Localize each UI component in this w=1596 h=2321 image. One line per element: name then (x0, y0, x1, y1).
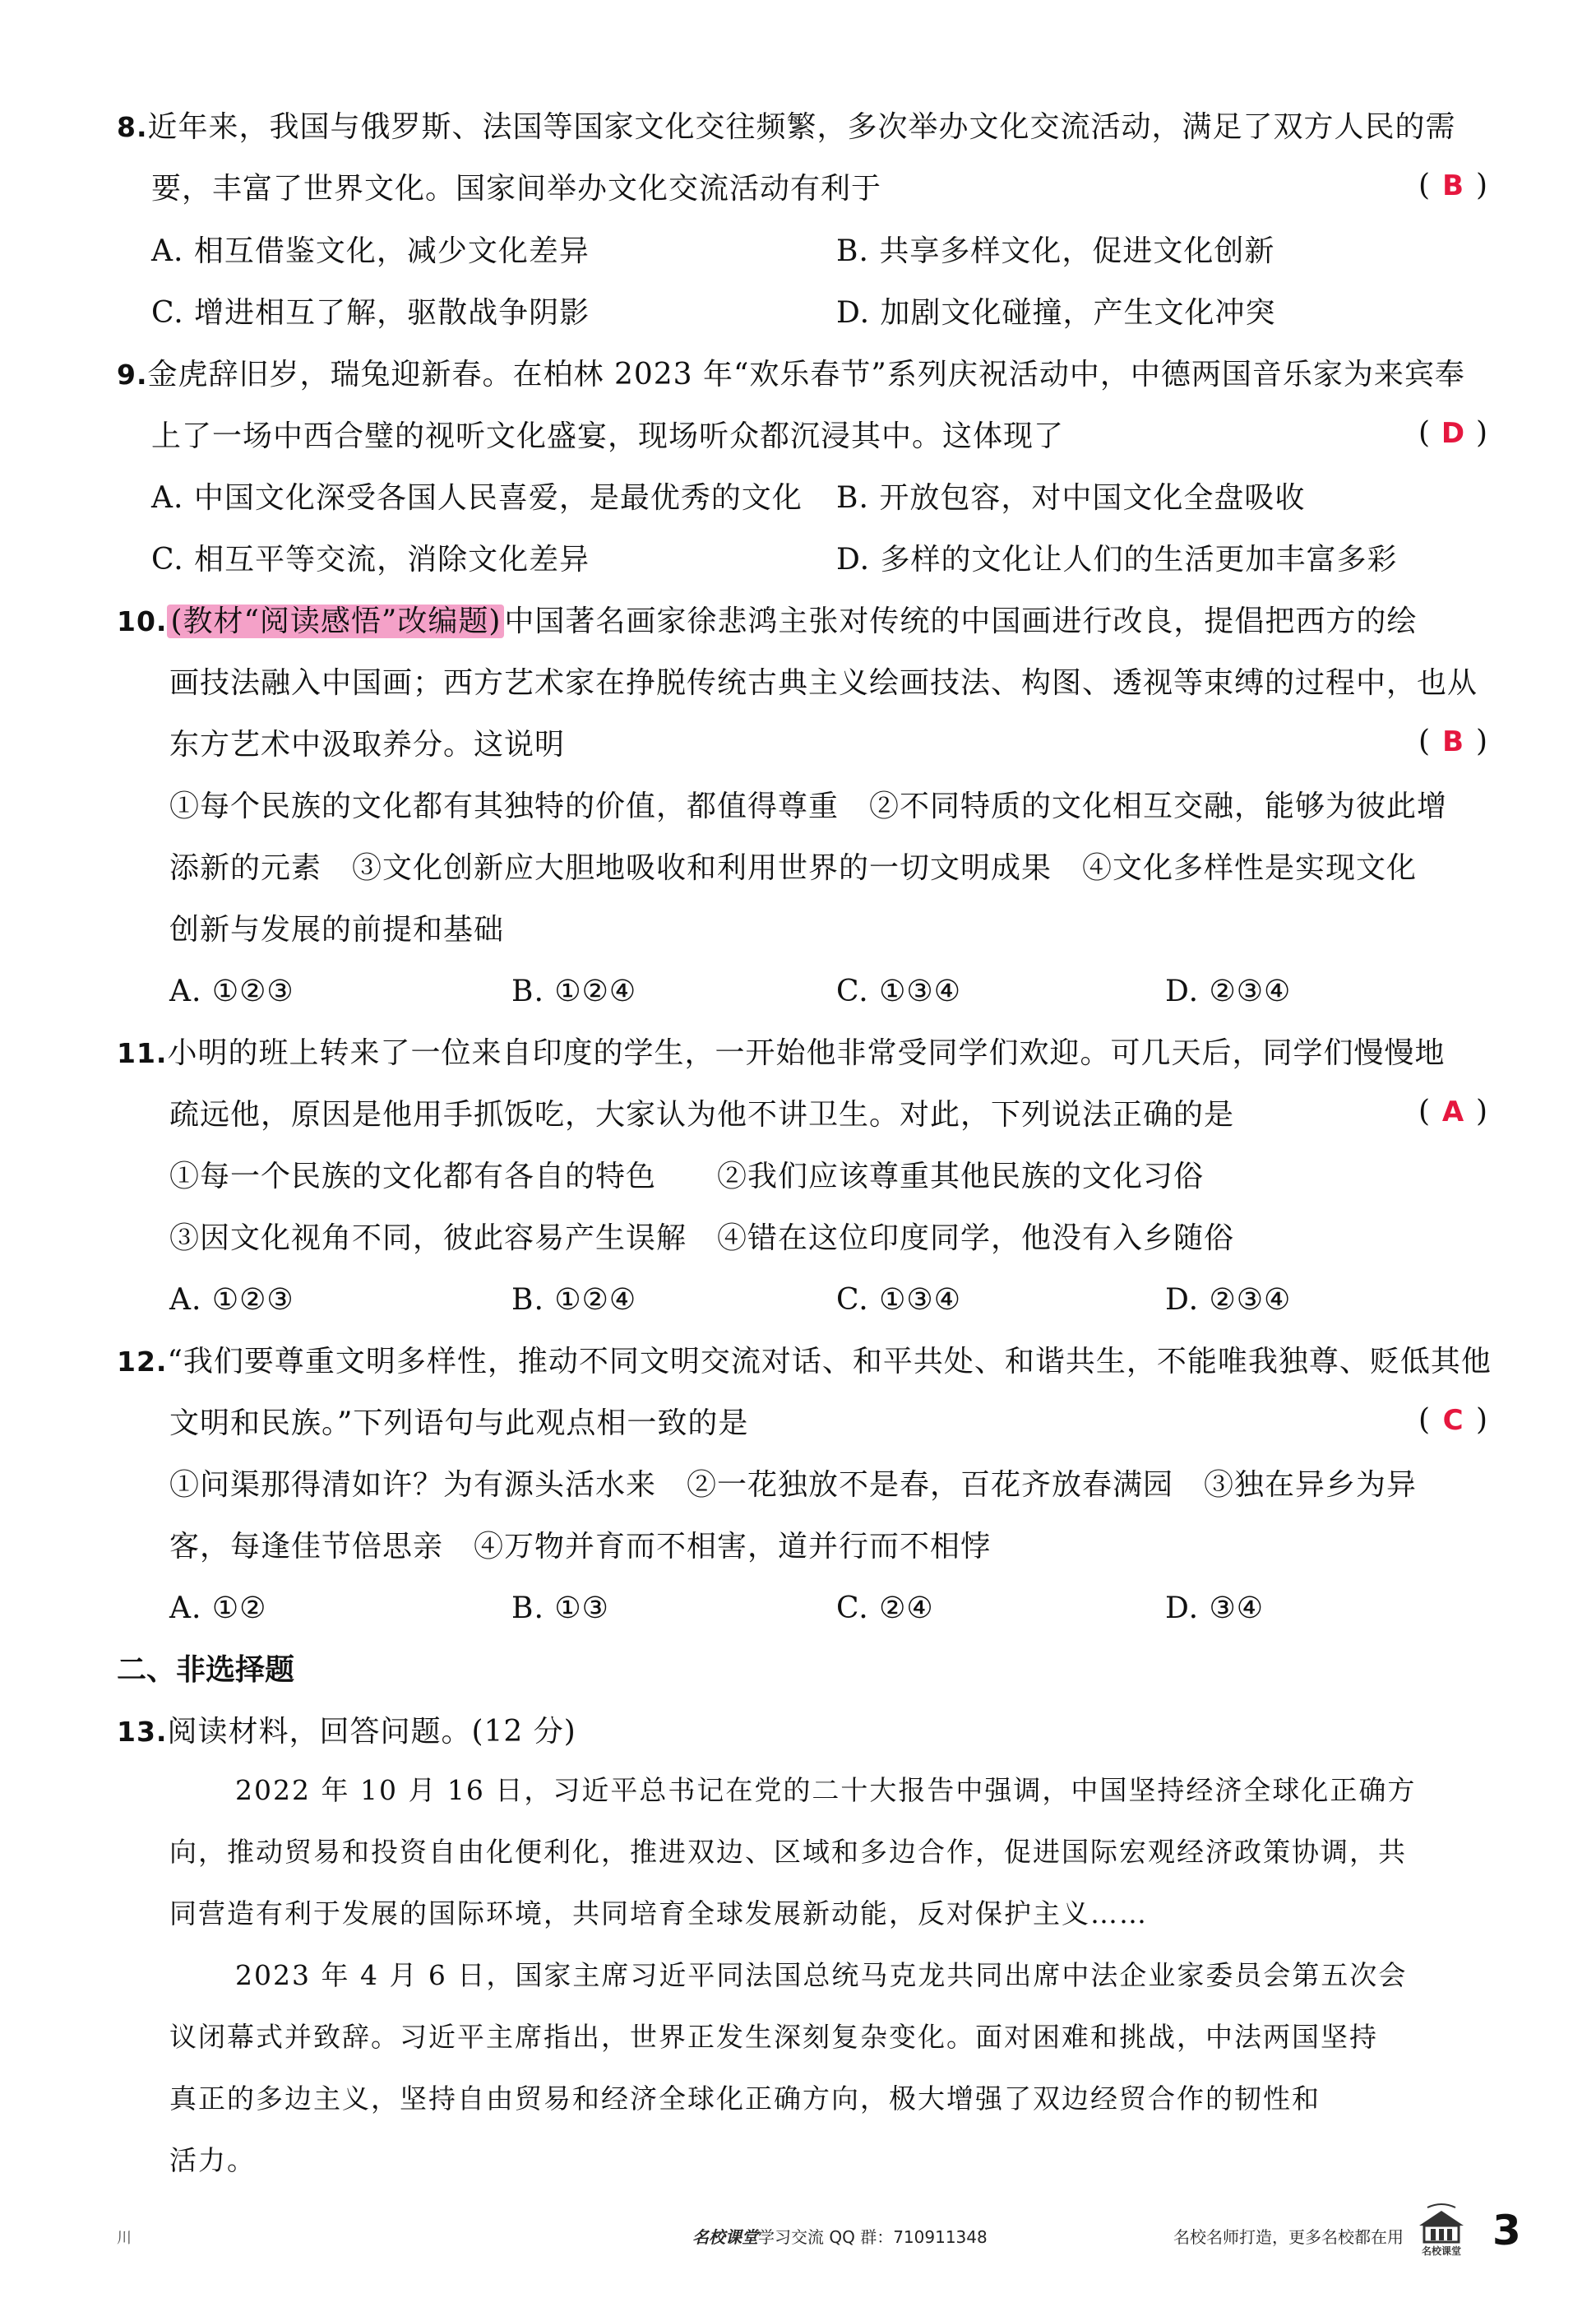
q13-number: 13. (117, 1716, 168, 1748)
q8-option-d: D. 加剧文化碰撞，产生文化冲突 (836, 296, 1276, 330)
q12-option-b: B. ①③ (511, 1591, 609, 1625)
q10-answer: ( B ) (1418, 725, 1488, 758)
q11-line2: 疏远他，原因是他用手抓饭吃，大家认为他不讲卫生。对此，下列说法正确的是 (169, 1098, 1235, 1132)
q12-option-d: D. ③④ (1165, 1591, 1265, 1625)
q8-line1: 8.近年来，我国与俄罗斯、法国等国家文化交往频繁，多次举办文化交流活动，满足了双方人民的需 (117, 110, 1456, 144)
q10-option-a: A. ①②③ (169, 975, 294, 1008)
q13-material-p2-l4: 活力。 (169, 2144, 256, 2176)
q10-statements-2: 添新的元素 ③文化创新应大胆地吸收和利用世界的一切文明成果 ④文化多样性是实现文化 (169, 851, 1418, 885)
footer-slogan: 名校名师打造，更多名校都在用 (1173, 2227, 1404, 2247)
q9-option-c: C. 相互平等交流，消除文化差异 (151, 543, 590, 577)
q10-option-d: D. ②③④ (1165, 975, 1292, 1008)
q13-material-p1-l3: 同营造有利于发展的国际环境，共同培育全球发展新动能，反对保护主义…… (169, 1897, 1148, 1930)
q9-answer: ( D ) (1418, 416, 1488, 450)
footer-region-mark: 川 (117, 2230, 132, 2247)
q9-line2: 上了一场中西合璧的视听文化盛宴，现场听众都沉浸其中。这体现了 (151, 419, 1065, 453)
q10-number: 10. (117, 605, 168, 637)
q11-line1: 11.小明的班上转来了一位来自印度的学生，一开始他非常受同学们欢迎。可几天后，同学们慢慢地 (117, 1036, 1446, 1070)
logo-caption: 名校课堂 (1421, 2245, 1461, 2257)
q12-number: 12. (117, 1346, 168, 1378)
q9-option-a: A. 中国文化深受各国人民喜爱，是最优秀的文化 (151, 481, 803, 515)
q10-statements-3: 创新与发展的前提和基础 (169, 913, 505, 947)
q12-statements-1: ①问渠那得清如许？为有源头活水来 ②一花独放不是春，百花齐放春满园 ③独在异乡为异 (169, 1468, 1418, 1502)
q13-material-p1-l2: 向，推动贸易和投资自由化便利化，推进双边、区域和多边合作，促进国际宏观经济政策协调，共 (169, 1836, 1407, 1868)
q8-number: 8. (117, 111, 148, 143)
q10-line3: 东方艺术中汲取养分。这说明 (169, 728, 566, 762)
q11-option-c: C. ①③④ (836, 1283, 961, 1317)
footer-qq-group: 名校课堂学习交流 QQ 群：710911348 (692, 2227, 988, 2247)
q9-option-d: D. 多样的文化让人们的生活更加丰富多彩 (836, 543, 1398, 577)
q10-line1: 10. (教材“阅读感悟”改编题) 中国著名画家徐悲鸿主张对传统的中国画进行改良，提倡把西方的绘 (117, 605, 1418, 638)
q13-line1: 13.阅读材料，回答问题。(12 分) (117, 1715, 576, 1749)
q11-statements-1: ①每一个民族的文化都有各自的特色 ②我们应该尊重其他民族的文化习俗 (169, 1160, 1205, 1193)
q12-answer: ( C ) (1418, 1403, 1488, 1437)
q11-option-d: D. ②③④ (1165, 1283, 1292, 1317)
q13-material-p2-l3: 真正的多边主义，坚持自由贸易和经济全球化正确方向，极大增强了双边经贸合作的韧性和 (169, 2082, 1321, 2115)
q10-option-c: C. ①③④ (836, 975, 961, 1008)
q10-statements-1: ①每个民族的文化都有其独特的价值，都值得尊重 ②不同特质的文化相互交融，能够为彼此增 (169, 790, 1448, 823)
q12-line2: 文明和民族。”下列语句与此观点相一致的是 (169, 1406, 749, 1440)
q13-material-p2-l2: 议闭幕式并致辞。习近平主席指出，世界正发生深刻复杂变化。面对困难和挑战，中法两国坚持 (169, 2021, 1378, 2053)
q9-option-b: B. 开放包容，对中国文化全盘吸收 (836, 481, 1306, 515)
q9-line1: 9.金虎辞旧岁，瑞兔迎新春。在柏林 2023 年“欢乐春节”系列庆祝活动中，中德两国音乐家为来宾奉 (117, 358, 1465, 391)
q8-option-b: B. 共享多样文化，促进文化创新 (836, 234, 1275, 268)
q11-option-b: B. ①②④ (511, 1283, 637, 1317)
q11-answer: ( A ) (1418, 1095, 1488, 1128)
q12-line1: 12.“我们要尊重文明多样性，推动不同文明交流对话、和平共处、和谐共生，不能唯我独尊、贬低其他 (117, 1345, 1492, 1378)
q11-statements-2: ③因文化视角不同，彼此容易产生误解 ④错在这位印度同学，他没有入乡随俗 (169, 1221, 1235, 1255)
q11-option-a: A. ①②③ (169, 1283, 294, 1317)
footer-brand: 名校课堂 (692, 2227, 758, 2247)
q13-material-p2-l1: 2023 年 4 月 6 日，国家主席习近平同法国总统马克龙共同出席中法企业家委员会第五次会 (235, 1959, 1408, 1991)
q8-option-a: A. 相互借鉴文化，减少文化差异 (151, 234, 590, 268)
q9-number: 9. (117, 359, 148, 391)
q13-material-p1-l1: 2022 年 10 月 16 日，习近平总书记在党的二十大报告中强调，中国坚持经济全球化正确方 (235, 1774, 1417, 1806)
q12-option-c: C. ②④ (836, 1591, 934, 1625)
q11-number: 11. (117, 1037, 168, 1069)
q10-option-b: B. ①②④ (511, 975, 637, 1008)
school-logo-icon (1413, 2201, 1470, 2258)
q8-option-c: C. 增进相互了解，驱散战争阴影 (151, 296, 590, 330)
q10-source-tag: (教材“阅读感悟”改编题) (167, 605, 504, 638)
q8-line2: 要，丰富了世界文化。国家间举办文化交流活动有利于 (151, 172, 882, 206)
q10-line2: 画技法融入中国画；西方艺术家在挣脱传统古典主义绘画技法、构图、透视等束缚的过程中，也从 (169, 666, 1478, 700)
q8-answer: ( B ) (1418, 169, 1488, 202)
q12-statements-2: 客，每逢佳节倍思亲 ④万物并育而不相害，道并行而不相悖 (169, 1530, 992, 1564)
q12-option-a: A. ①② (169, 1591, 267, 1625)
section-heading-nonchoice: 二、非选择题 (117, 1653, 295, 1687)
page-number: 3 (1492, 2207, 1521, 2254)
